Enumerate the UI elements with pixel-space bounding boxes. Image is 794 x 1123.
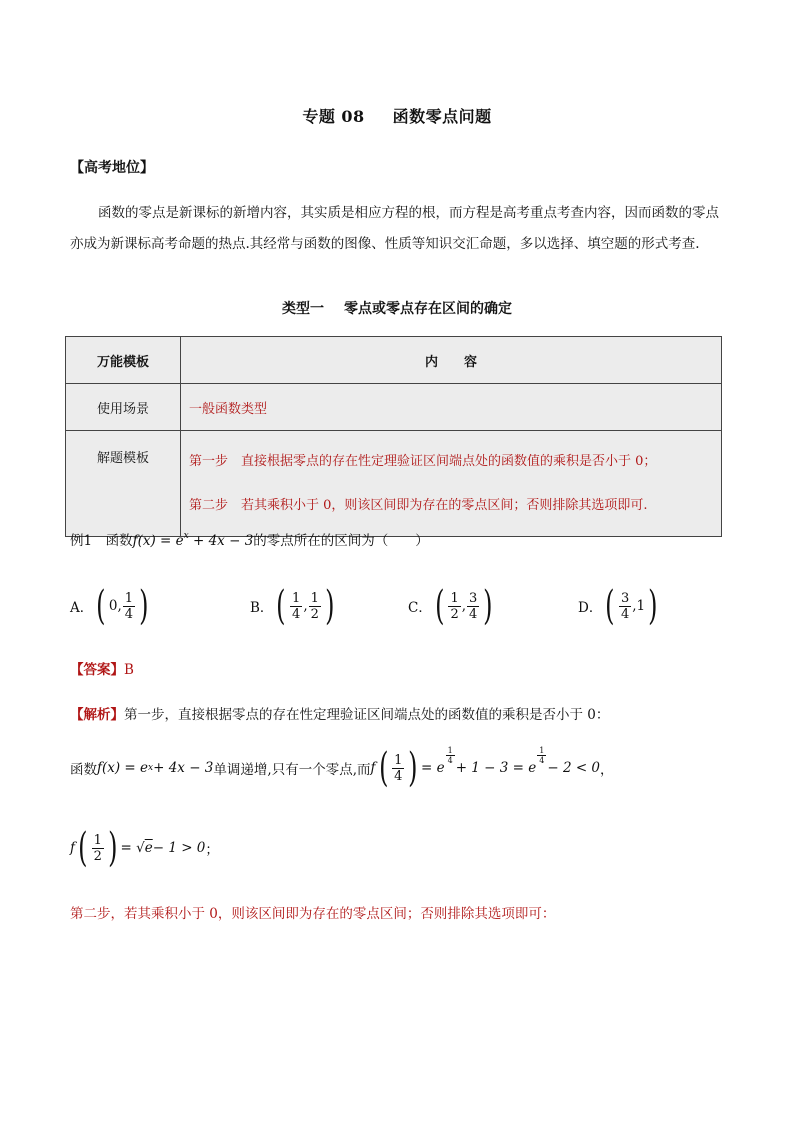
comma: ,	[461, 598, 467, 614]
table-row	[66, 384, 722, 431]
option-a-left: 0,	[108, 598, 122, 614]
numerator: 3	[469, 590, 478, 606]
denominator: 2	[450, 606, 459, 622]
line2-eq2: + 1 − 3 = e	[455, 760, 537, 776]
line2-func: f(x) = e	[97, 760, 149, 776]
solution-label: 【解析】	[70, 707, 124, 723]
line3-eq: = √	[120, 840, 145, 856]
line2-eq1: = e	[421, 760, 445, 776]
denominator: 2	[310, 606, 319, 622]
step1-text: 第一步 直接根据零点的存在性定理验证区间端点处的函数值的乘积是否小于 0；	[189, 453, 657, 469]
option-b-label: B．	[250, 600, 274, 616]
solution-line3	[70, 825, 219, 871]
right-paren: )	[483, 583, 493, 629]
template-table-header	[66, 337, 722, 384]
example-func-rest: + 4x − 3	[188, 533, 254, 549]
option-a-label: A．	[70, 600, 94, 616]
example-prefix: 例1 函数	[70, 533, 133, 549]
intro-paragraph: 函数的零点是新课标的新增内容，其实质是相应方程的根，而方程是高考重点考查内容，因而函数的零点亦成为新课标高考命题的热点.其经常与函数的图像、性质等知识交汇命题，多以选择、填空题的形式考查.	[70, 205, 719, 252]
line2-text: 单调递增,只有一个零点,而	[213, 762, 371, 778]
type1-name: 零点或零点存在区间的确定	[344, 301, 512, 317]
row1-label: 使用场景	[66, 384, 181, 431]
right-paren: )	[139, 583, 149, 629]
denominator: 4	[124, 606, 134, 622]
numerator: 1	[539, 746, 545, 755]
left-paren: (	[78, 825, 88, 871]
fraction	[392, 753, 404, 784]
row2-label: 解题模板	[66, 431, 181, 537]
left-paren: (	[434, 583, 445, 629]
line2-func-rest: + 4x − 3	[153, 760, 214, 776]
table-row	[66, 431, 722, 537]
denominator: 4	[394, 768, 403, 784]
line3-end: ；	[205, 842, 219, 858]
numerator: 1	[124, 590, 134, 606]
numerator: 1	[450, 590, 459, 606]
exponent-fraction	[446, 746, 455, 765]
line3-f: f	[70, 840, 75, 856]
denominator: 4	[292, 606, 301, 622]
example-question	[70, 529, 429, 549]
solution-line2	[70, 745, 614, 791]
left-paren: (	[96, 583, 106, 629]
denominator: 2	[93, 848, 102, 864]
denominator: 4	[447, 756, 453, 765]
line2-eq3: − 2 < 0	[547, 760, 601, 776]
denominator: 4	[469, 606, 478, 622]
denominator: 4	[620, 606, 630, 622]
numerator: 1	[292, 590, 301, 606]
answer-label: 【答案】	[70, 662, 124, 678]
denominator: 4	[539, 756, 545, 765]
header-col2: 内 容	[181, 337, 722, 384]
type1-title	[0, 298, 794, 318]
numerator: 1	[310, 590, 319, 606]
fraction	[467, 591, 479, 622]
page-title	[0, 104, 794, 127]
fraction	[92, 833, 104, 864]
left-paren: (	[605, 583, 615, 629]
option-d-right: ,1	[632, 598, 646, 614]
section-label: 【高考地位】	[70, 160, 154, 176]
numerator: 1	[447, 746, 453, 755]
answer	[70, 658, 134, 678]
answer-value: B	[124, 662, 134, 678]
right-paren: )	[648, 583, 658, 629]
option-b	[250, 583, 338, 629]
title-topic-number: 专题 08	[302, 107, 365, 126]
right-paren: )	[408, 745, 418, 791]
exponent-fraction	[537, 746, 546, 765]
option-c-label: C．	[408, 600, 432, 616]
option-d	[578, 583, 661, 629]
left-paren: (	[378, 745, 388, 791]
line2-end: ，	[600, 762, 614, 778]
line2-exp: x	[148, 763, 154, 773]
row1-value: 一般函数类型	[181, 384, 722, 431]
row2-value	[181, 431, 722, 537]
fraction	[123, 591, 135, 622]
fraction	[309, 591, 321, 622]
numerator: 1	[394, 752, 403, 768]
example-exp: x	[183, 531, 189, 541]
solution-step1	[70, 703, 609, 723]
option-d-label: D．	[578, 600, 603, 616]
line3-e: e	[144, 840, 153, 856]
template-table	[65, 336, 722, 537]
option-a	[70, 583, 152, 629]
line2-f: f	[370, 760, 376, 776]
header-col1: 万能模板	[66, 337, 181, 384]
fraction	[290, 591, 302, 622]
solution-step1-text: 第一步，直接根据零点的存在性定理验证区间端点处的函数值的乘积是否小于 0：	[124, 707, 610, 723]
fraction	[619, 591, 631, 622]
line2-prefix: 函数	[70, 762, 97, 778]
numerator: 1	[93, 832, 102, 848]
fraction	[448, 591, 460, 622]
step2-text: 第二步 若其乘积小于 0，则该区间即为存在的零点区间；否则排除其选项即可.	[189, 497, 648, 513]
right-paren: )	[108, 825, 118, 871]
example-suffix: 的零点所在的区间为（ ）	[253, 533, 429, 549]
solution-step2: 第二步，若其乘积小于 0，则该区间即为存在的零点区间；否则排除其选项即可：	[70, 906, 556, 922]
option-c	[408, 583, 496, 629]
type1-label: 类型一	[282, 301, 324, 317]
numerator: 3	[620, 590, 630, 606]
line3-rest: − 1 > 0	[152, 840, 206, 856]
right-paren: )	[325, 583, 335, 629]
comma: ,	[303, 598, 308, 614]
title-topic-name: 函数零点问题	[392, 107, 492, 126]
example-func: f(x) = e	[132, 533, 184, 549]
left-paren: (	[276, 583, 286, 629]
